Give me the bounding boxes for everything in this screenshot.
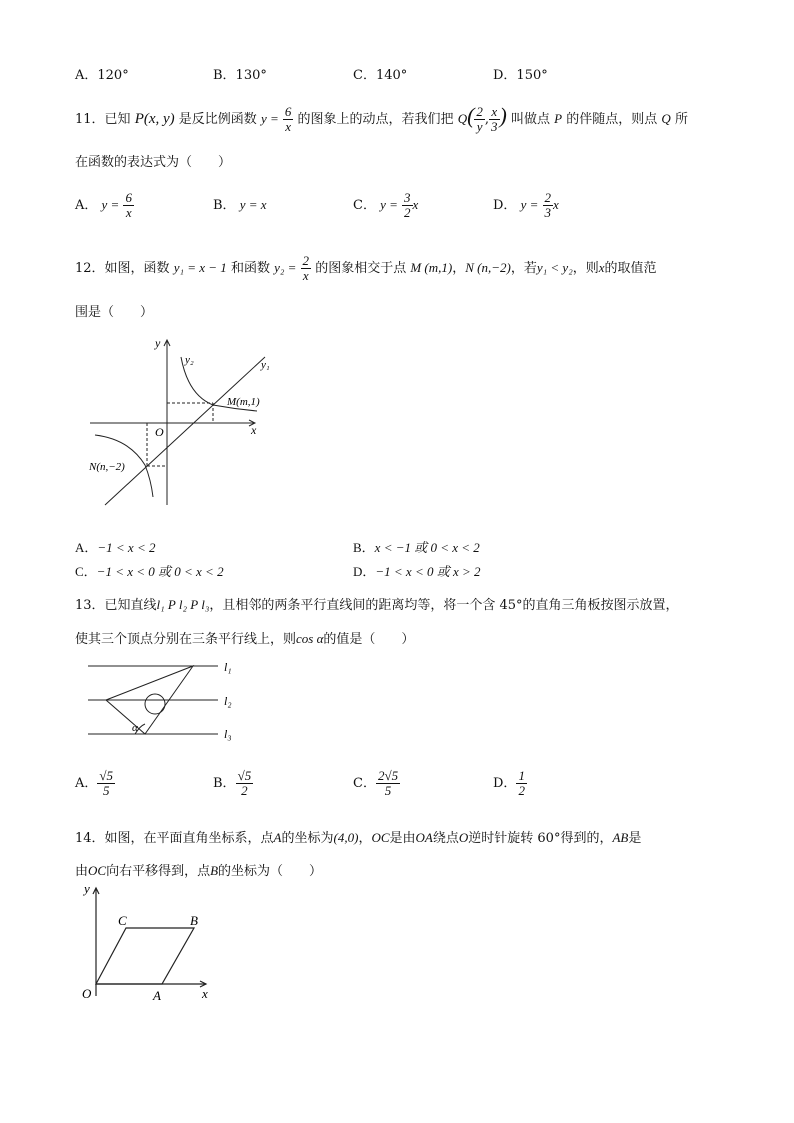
q11-option-b: B． y = x: [213, 197, 267, 213]
q13-option-c: C． $\frac{2√5}{5}$: [353, 767, 399, 798]
q11-text-e: 的伴随点，则点: [566, 112, 658, 127]
q11-q-frac-b: $\frac{x}{3}$: [491, 103, 498, 134]
q11-option-c: C． y = $\frac{3}{2}$ x: [353, 189, 419, 220]
q13-stem-line1: 13．已知直线l₁ P l₂ P l₃，且相邻的两条平行直线间的距离均等，将一个含 45°的直角三角板按图示放置，: [75, 597, 679, 613]
q12-y1-func: y₁ = x − 1: [173, 260, 227, 275]
q14-label-a: A: [153, 988, 161, 1003]
q11-point-q: Q: [457, 111, 468, 126]
q12-option-a: A．−1 < x < 2: [75, 540, 156, 555]
q12-point-m: M (m,1): [410, 260, 453, 275]
q12-stem-line1: 12．如图，函数 y₁ = x − 1 和函数 y₂ = $\frac{2}{x}$ 的图象相交于点 M (m,1)，N (n,−2)，若y₁ < y₂，则x的取值范: [75, 252, 657, 283]
q11-q: Q: [661, 111, 671, 126]
q13-option-a: A． $\frac{√5}{5}$: [75, 767, 114, 798]
q11-func-frac: $\frac{6}{x}$: [284, 103, 292, 134]
q14-label-y: y: [84, 881, 90, 896]
q11-text-a: 11．已知: [75, 112, 131, 127]
q13-option-d: D． $\frac{1}{2}$: [493, 767, 525, 798]
q14-parallelogram: [96, 928, 194, 984]
q11-option-a: A． y = $\frac{6}{x}$: [75, 189, 132, 220]
q11-option-d: D． y = $\frac{2}{3}$ x: [493, 189, 559, 220]
q10-option-b: B．130°: [213, 68, 267, 83]
q12-y2-frac: $\frac{2}{x}$: [302, 252, 310, 283]
q14-figure: [78, 880, 218, 1005]
q10-option-a: A．120°: [75, 68, 129, 83]
q12-label-x: x: [251, 423, 257, 437]
q12-option-c: C．−1 < x < 0 或 0 < x < 2: [75, 564, 224, 579]
q14-label-b: B: [190, 913, 198, 928]
q12-option-d: D．−1 < x < 0 或 x > 2: [353, 564, 481, 579]
q14-label-o: O: [82, 986, 92, 1001]
q10-option-d: D．150°: [493, 68, 548, 83]
q11-stem-line1: 11．已知 P(x, y) 是反比例函数 y = $\frac{6}{x}$ 的图象上的动点，若我们把 Q( $\frac{2}{y}$ , $\frac{x}{3}$ ) 叫做点 P 的伴随点，则点 Q 所: [75, 103, 688, 134]
q11-p: P: [554, 111, 563, 126]
q13-option-b: B． $\frac{√5}{2}$: [213, 767, 252, 798]
q12-stem-line2: 围是（ ）: [75, 305, 154, 320]
q11-point-p: P(x, y): [134, 111, 175, 127]
q12-option-b: B．x < −1 或 0 < x < 2: [353, 540, 480, 555]
q13-stem-line2: 使其三个顶点分别在三条平行线上，则cos α的值是（ ）: [75, 631, 415, 647]
q11-stem-line2: 在函数的表达式为（ ）: [75, 155, 232, 170]
q12-label-y2: y₂: [185, 354, 194, 366]
q13-label-l2: l₂: [224, 694, 232, 708]
q12-label-o: O: [155, 425, 164, 439]
q11-text-b: 是反比例函数: [178, 112, 257, 127]
q14-label-c: C: [118, 913, 127, 928]
q13-label-l1: l₁: [224, 660, 232, 674]
q13-label-l3: l₃: [224, 727, 232, 741]
q14-stem-line1: 14．如图，在平面直角坐标系，点A的坐标为(4,0)，OC是由OA绕点O逆时针旋转 60°得到的，AB是: [75, 830, 642, 846]
q14-stem-line2: 由OC向右平移得到，点B的坐标为（ ）: [75, 863, 323, 879]
q13-circle-hole: [145, 694, 165, 714]
q13-label-alpha: α: [132, 722, 138, 734]
q14-label-x: x: [202, 986, 208, 1001]
q11-q-frac-a: $\frac{2}{y}$: [476, 103, 483, 134]
q12-line-y1: [105, 357, 265, 505]
q12-label-n: N(n,−2): [89, 461, 125, 473]
q11-text-c: 的图象上的动点，若我们把: [297, 112, 454, 127]
q12-label-y: y: [155, 336, 161, 350]
q12-label-y1: y₁: [261, 359, 270, 371]
q12-label-m: M(m,1): [227, 396, 260, 408]
q11-text-d: 叫做点: [511, 112, 551, 127]
q12-point-n: N (n,−2): [465, 260, 511, 275]
q12-figure: [85, 335, 285, 510]
q11-func-lhs: y =: [260, 111, 279, 126]
q10-option-c: C．140°: [353, 68, 408, 83]
q11-text-f: 所: [674, 112, 688, 127]
q13-figure: [88, 658, 258, 741]
